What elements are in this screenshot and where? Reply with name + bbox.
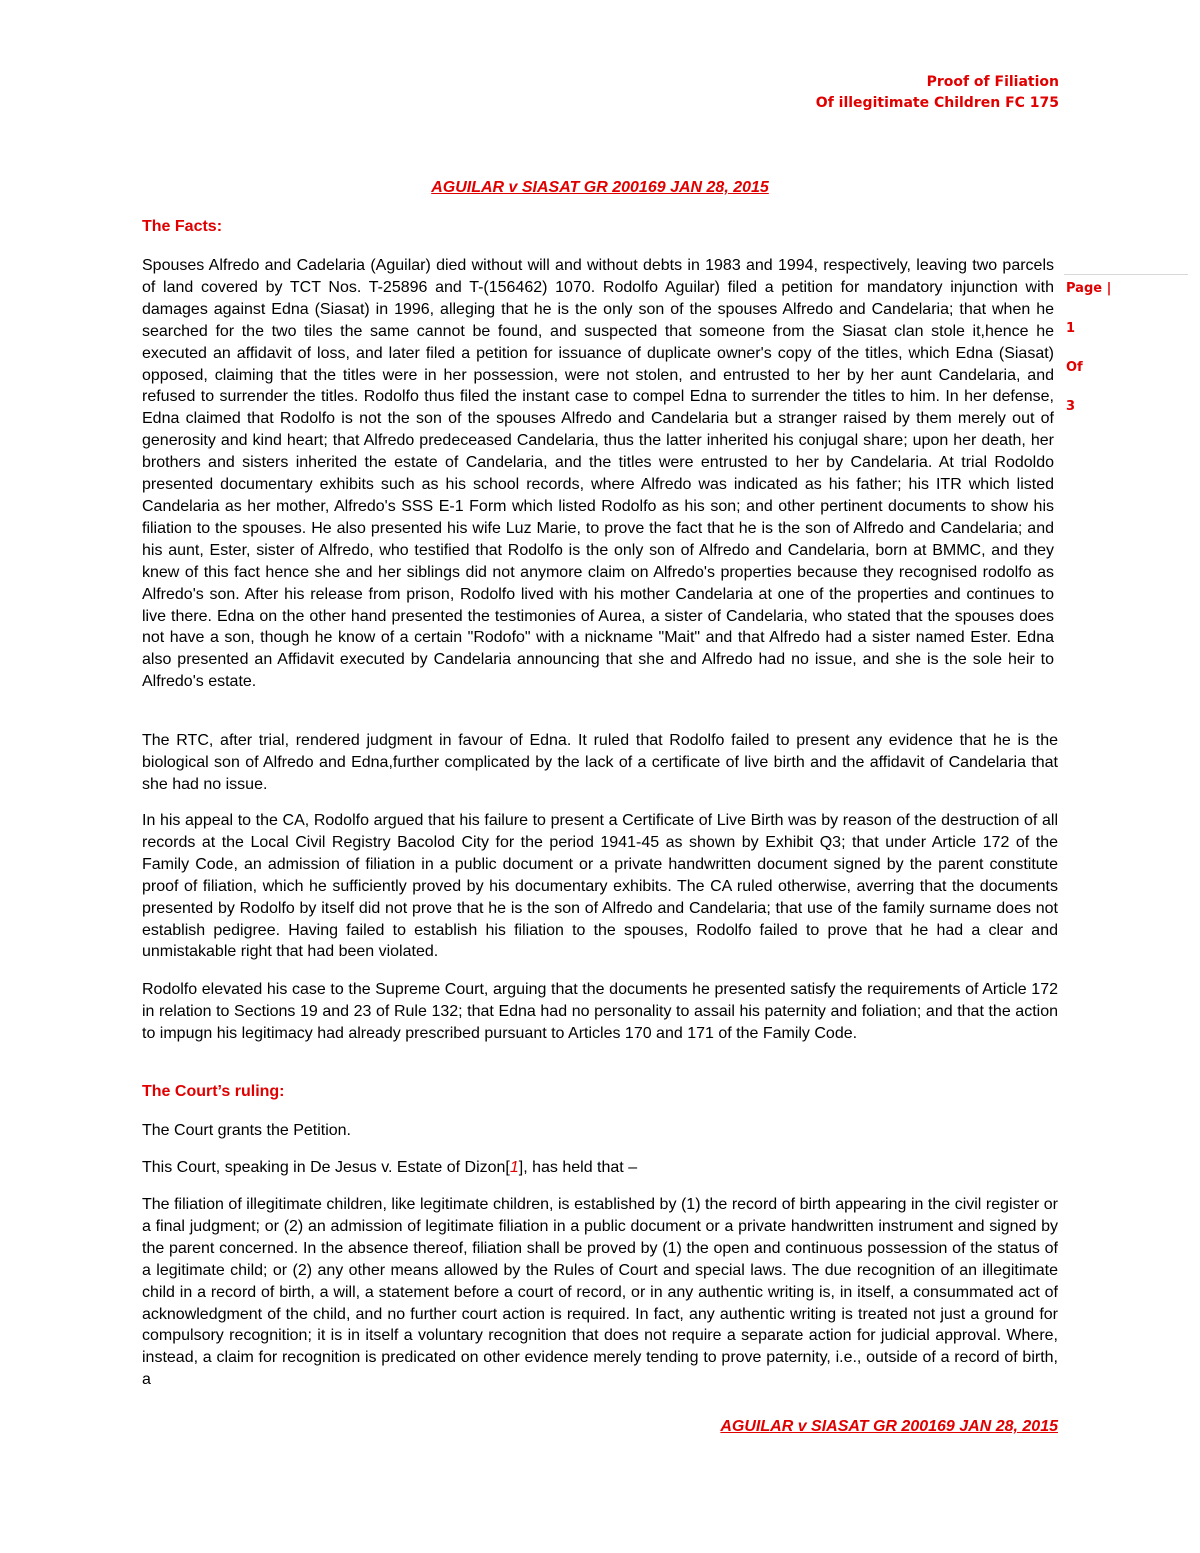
paragraph-supreme-court: Rodolfo elevated his case to the Supreme Court, arguing that the documents he presented satisfy the requirements of Article 172 in relation to Sections 19 and 23 of Rule 132; that Edna had no personality to assail his paternity and foliation; and that the action to impugn his legitimacy had already prescribed pursuant to Articles 170 and 171 of the Family Code. <box>142 981 1058 1042</box>
page-of: Of <box>1066 360 1083 375</box>
paragraph-rtc: The RTC, after trial, rendered judgment in favour of Edna. It ruled that Rodolfo failed to present any evidence that he is the biological son of Alfredo and Edna,further complicated by the lack of a certificate of live birth and the affidavit of Candelaria that she had no issue. <box>142 732 1058 793</box>
page-indicator <box>1064 274 1188 414</box>
facts-heading: The Facts: <box>142 218 223 235</box>
page-current: 1 <box>1066 321 1076 336</box>
de-jesus-text: This Court, speaking in De Jesus v. Estate of Dizon[ <box>142 1159 510 1176</box>
header-line-1: Proof of Filiation <box>926 74 1059 90</box>
case-title: AGUILAR v SIASAT GR 200169 JAN 28, 2015 <box>431 179 769 196</box>
paragraph-facts: Spouses Alfredo and Cadelaria (Aguilar) died without will and without debts in 1983 and 1994, respectively, leaving two parcels of land covered by TCT Nos. T-25896 and T-(156462) 1070. Rodolfo Aguilar) filed a petition for mandatory injunction with damages against Edna (Siasat) in 1996, alleging that he is the only son of the spouses Alfredo and Candelaria; that when he searched for the two tiles the same cannot be found, and suspected that someone from the Siasat clan stole it,hence he executed an affidavit of loss, and later filed a petition for issuance of duplicate owner's copy of the titles, which Edna (Siasat) opposed, claiming that the titles were in her possession, were not stolen, and entrusted to her by her aunt Candelaria, and refused to surrender the titles. Rodolfo thus filed the instant case to compel Edna to surrender the titles to him. In her defense, Edna claimed that Rodolfo is not the son of the spouses Alfredo and Candelaria but a stranger raised by them merely out of generosity and kind heart; that Alfredo predeceased Candelaria, thus the latter inherited his conjugal share; upon her death, her brothers and sisters inherited the estate of Candelaria, and the titles were entrusted to her by Candelaria. At trial Rodoldo presented documentary exhibits such as his school records, where Alfredo was indicated as his father; his ITR which listed Candelaria as her mother, Alfredo's SSS E-1 Form which listed Rodolfo as his son; and other pertinent documents to show his filiation to the spouses. He also presented his wife Luz Marie, to prove the fact that he is the son of Alfredo and Candelaria; and his aunt, Ester, sister of Alfredo, who testified that Rodolfo is the only son of Alfredo and Candelaria, born at BMMC, and they knew of this fact hence she and her siblings did not anymore claim on Alfredo's properties because they recognised rodolfo as Alfredo's son. After his release from prison, Rodolfo lived with his mother Candelaria at one of the properties and continues to live there. Edna on the other hand presented the testimonies of Aurea, a sister of Candelaria, who stated that the spouses does not have a son, though he know of a certain "Rodofo" with a nickname "Mait" and that Alfredo had a sister named Ester. Edna also presented an Affidavit executed by Candelaria announcing that she and Alfredo had no issue, and she is the sole heir to Alfredo's estate. <box>142 257 1054 691</box>
paragraph-de-jesus <box>142 1157 1058 1179</box>
paragraph-quote: The filiation of illegitimate children, like legitimate children, is established by (1) the record of birth appearing in the civil register or a final judgment; or (2) an admission of legitimate filiation in a public document or a private handwritten instrument and signed by the parent concerned. In the absence thereof, filiation shall be proved by (1) the open and continuous possession of the status of a legitimate child; or (2) any other means allowed by the Rules of Court and special laws. The due recognition of an illegitimate child in a record of birth, a will, a statement before a court of record, or in any authentic writing is, in itself, a consummated act of acknowledgment of the child, and no further court action is required. In fact, any authentic writing is treated not just a ground for compulsory recognition; it is in itself a voluntary recognition that does not require a separate action for judicial approval. Where, instead, a claim for recognition is predicated on other evidence merely tending to prove paternity, i.e., outside of a record of birth, a <box>142 1196 1058 1389</box>
document-footer: AGUILAR v SIASAT GR 200169 JAN 28, 2015 <box>720 1418 1058 1435</box>
ruling-heading: The Court’s ruling: <box>142 1083 285 1100</box>
header-line-2: Of illegitimate Children FC 175 <box>815 95 1059 111</box>
document-header <box>816 72 1059 114</box>
paragraph-grant: The Court grants the Petition. <box>142 1122 351 1139</box>
page-total: 3 <box>1066 399 1076 414</box>
footnote-link[interactable]: 1 <box>509 1159 519 1176</box>
de-jesus-text-end: ], has held that – <box>518 1159 638 1176</box>
paragraph-ca: In his appeal to the CA, Rodolfo argued that his failure to present a Certificate of Live Birth was by reason of the destruction of all records at the Local Civil Registry Bacolod City for the period 1941-45 as shown by Exhibit Q3; that under Article 172 of the Family Code, an admission of filiation in a public document or a private handwritten document signed by the parent constitute proof of filiation, which he sufficiently proved by his documentary exhibits. The CA ruled otherwise, averring that the documents presented by Rodolfo by itself did not prove that he is the son of Alfredo and Candelaria; that use of the family surname does not establish pedigree. Having failed to establish his filiation to the spouses, Rodolfo failed to prove that he had a clear and unmistakable right that had been violated. <box>142 812 1058 961</box>
page-label: Page | <box>1066 281 1112 296</box>
